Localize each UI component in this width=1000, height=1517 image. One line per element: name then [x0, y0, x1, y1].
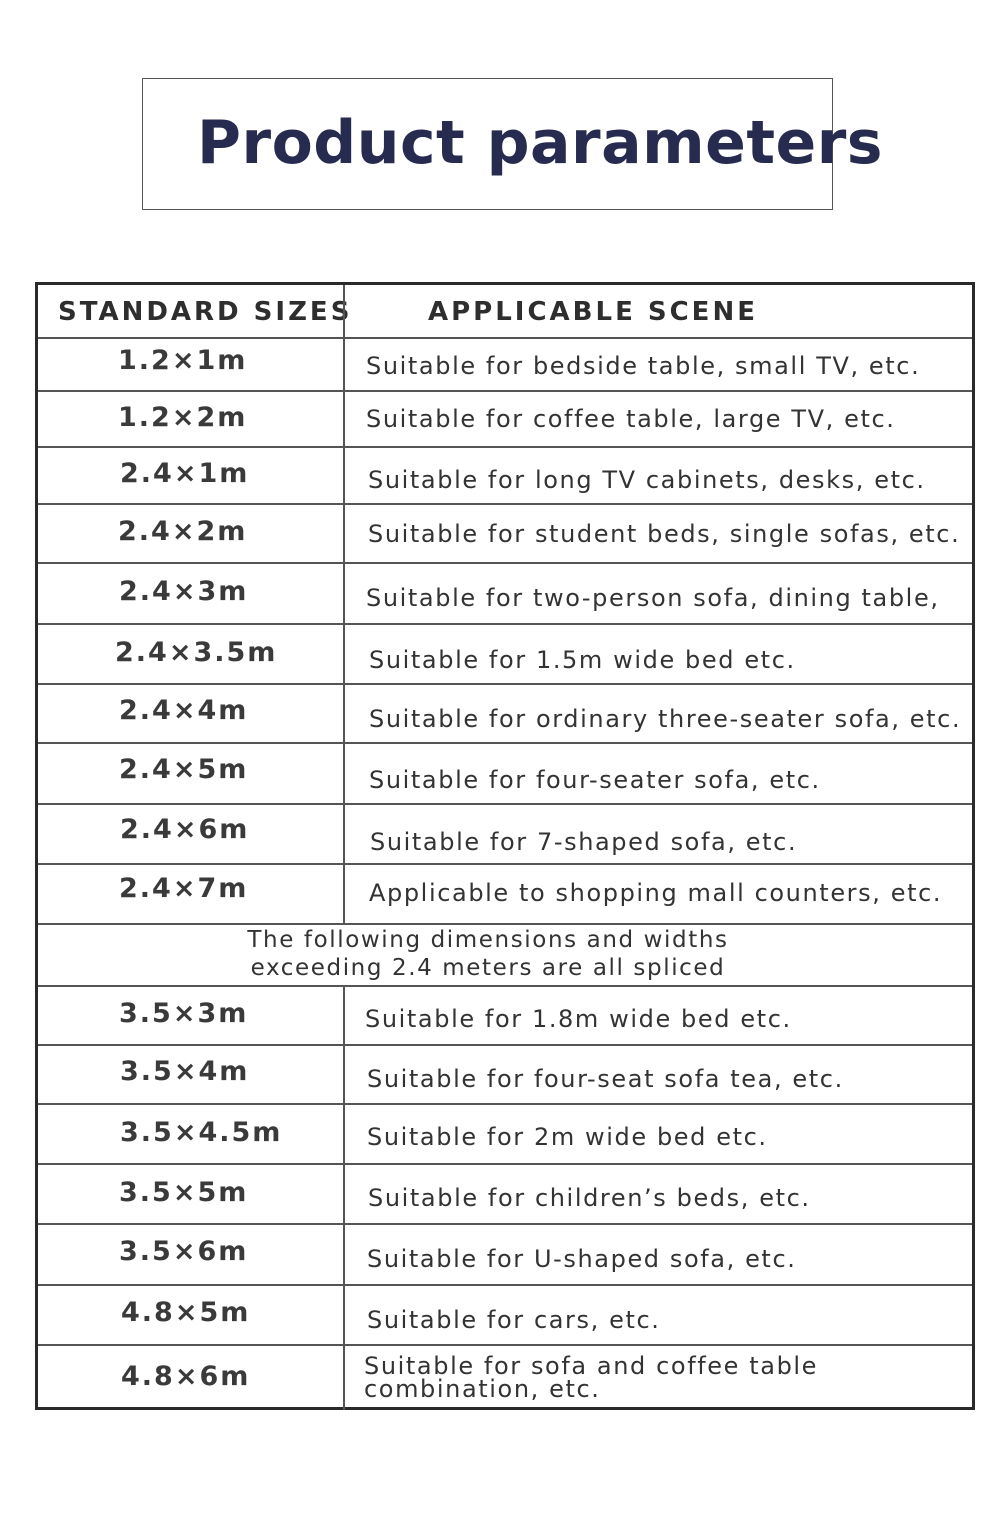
row-divider [38, 390, 972, 392]
scene-cell: Suitable for 2m wide bed etc. [367, 1123, 768, 1151]
splice-note-line: The following dimensions and widths [247, 927, 729, 953]
size-cell: 1.2×1m [118, 345, 248, 376]
row-divider [38, 503, 972, 505]
scene-cell: Suitable for four-seat sofa tea, etc. [367, 1065, 844, 1093]
scene-cell: Suitable for student beds, single sofas, etc. [368, 520, 961, 548]
size-cell: 2.4×1m [120, 458, 250, 489]
scene-cell: Suitable for long TV cabinets, desks, etc. [368, 466, 926, 494]
size-cell: 2.4×6m [120, 814, 250, 845]
row-divider [38, 742, 972, 744]
scene-cell [364, 1352, 819, 1403]
scene-cell: Suitable for 1.8m wide bed etc. [365, 1005, 792, 1033]
size-cell: 3.5×3m [119, 998, 249, 1029]
splice-note [38, 926, 938, 982]
row-divider [38, 623, 972, 625]
row-divider [38, 562, 972, 564]
page-title: Product parameters [197, 108, 883, 178]
splice-note-line: exceeding 2.4 meters are all spliced [250, 955, 726, 981]
row-divider [38, 923, 972, 925]
scene-cell: Suitable for 7-shaped sofa, etc. [370, 828, 798, 856]
row-divider [38, 1103, 972, 1105]
scene-cell: Suitable for U-shaped sofa, etc. [367, 1245, 797, 1273]
size-cell: 2.4×3m [119, 576, 249, 607]
scene-cell: Suitable for cars, etc. [367, 1306, 661, 1334]
size-cell: 3.5×6m [119, 1236, 249, 1267]
row-divider [38, 863, 972, 865]
size-cell: 2.4×5m [119, 754, 249, 785]
size-cell: 3.5×4.5m [120, 1117, 283, 1148]
scene-cell-line: combination, etc. [364, 1375, 601, 1403]
column-divider [343, 285, 345, 923]
scene-cell: Suitable for coffee table, large TV, etc. [366, 405, 896, 433]
row-divider [38, 1044, 972, 1046]
row-divider [38, 446, 972, 448]
scene-cell: Suitable for two-person sofa, dining table, [366, 584, 940, 612]
row-divider [38, 1223, 972, 1225]
title-box [142, 78, 883, 210]
row-divider [38, 803, 972, 805]
scene-cell: Applicable to shopping mall counters, etc. [369, 879, 943, 907]
size-cell: 2.4×7m [119, 873, 249, 904]
row-divider [38, 1344, 972, 1346]
scene-cell: Suitable for children’s beds, etc. [368, 1184, 811, 1212]
size-cell: 2.4×3.5m [115, 637, 278, 668]
scene-cell: Suitable for four-seater sofa, etc. [369, 766, 821, 794]
size-cell: 4.8×5m [121, 1297, 251, 1328]
size-cell: 4.8×6m [121, 1361, 251, 1392]
scene-cell-line: Suitable for sofa and coffee table [364, 1352, 819, 1380]
scene-cell: Suitable for 1.5m wide bed etc. [369, 646, 796, 674]
row-divider [38, 1163, 972, 1165]
header-applicable-scene: APPLICABLE SCENE [428, 297, 758, 327]
scene-cell: Suitable for bedside table, small TV, etc. [366, 352, 921, 380]
row-divider [38, 683, 972, 685]
row-divider [38, 337, 972, 339]
column-divider [343, 985, 345, 1410]
scene-cell: Suitable for ordinary three-seater sofa, etc. [369, 705, 962, 733]
size-cell: 3.5×5m [119, 1177, 249, 1208]
size-cell: 1.2×2m [118, 402, 248, 433]
row-divider [38, 1284, 972, 1286]
row-divider [38, 985, 972, 987]
header-standard-sizes: STANDARD SIZES [58, 297, 353, 327]
parameters-table [35, 282, 975, 1410]
size-cell: 3.5×4m [120, 1056, 250, 1087]
size-cell: 2.4×4m [119, 695, 249, 726]
size-cell: 2.4×2m [118, 516, 248, 547]
